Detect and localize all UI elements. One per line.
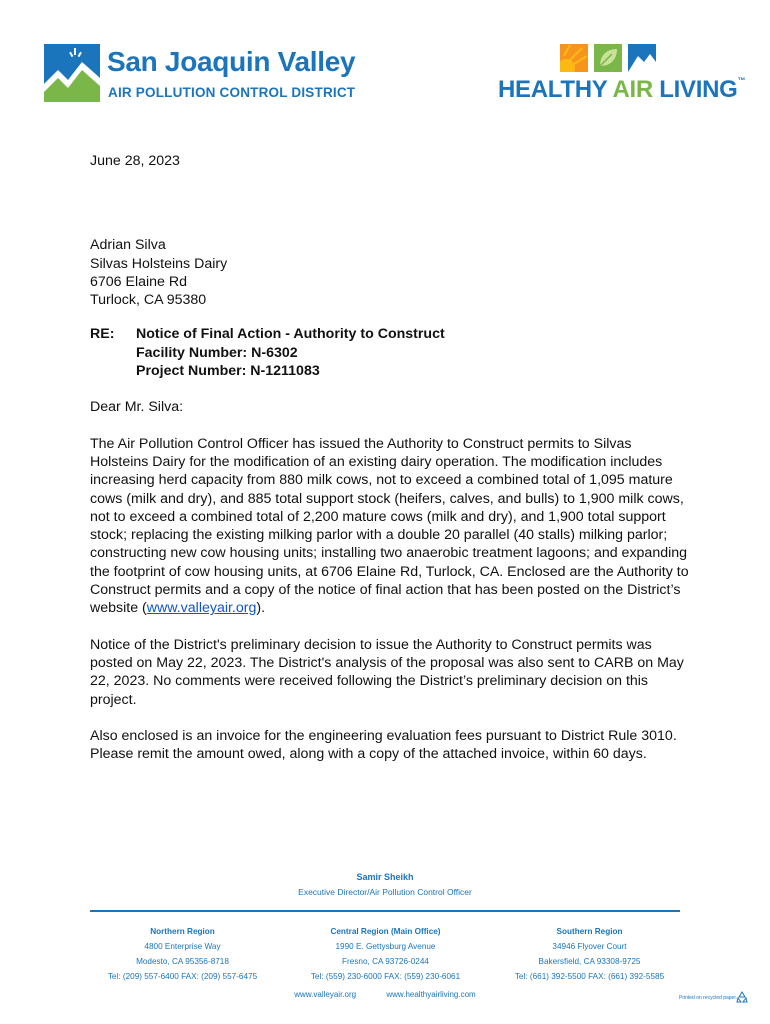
hal-icon-squares [560, 44, 660, 74]
region-city: Modesto, CA 95356-8718 [136, 957, 229, 966]
region-street: 34946 Flyover Court [552, 942, 627, 951]
mountain-icon [628, 44, 656, 72]
paragraph-3: Also enclosed is an invoice for the engineering evaluation fees pursuant to District Rule 3010. Please remit the amount owed, along with a copy of the attached invoice, within 60 days. [90, 727, 677, 763]
address-line: Turlock, CA 95380 [90, 292, 207, 309]
letterhead [0, 0, 770, 120]
district-name: San Joaquin Valley [107, 46, 356, 77]
facility-number: Facility Number: N-6302 [136, 344, 298, 361]
footer-divider [90, 910, 680, 912]
paragraph-1-end: ). [256, 600, 266, 617]
signer-title: Executive Director/Air Pollution Control Officer [298, 887, 472, 897]
region-city: Bakersfield, CA 93308-9725 [538, 957, 641, 966]
southern-region [502, 924, 677, 984]
region-name: Northern Region [150, 927, 215, 936]
hal-word-healthy: HEALTHY [498, 76, 613, 103]
footer-signature [0, 872, 770, 897]
region-name: Central Region (Main Office) [330, 927, 441, 936]
address-line: 6706 Elaine Rd [90, 273, 188, 290]
signer-name: Samir Sheikh [356, 872, 414, 882]
address-line: Adrian Silva [90, 237, 166, 254]
letter-date: June 28, 2023 [90, 153, 180, 169]
website-valleyair[interactable]: www.valleyair.org [294, 990, 357, 999]
salutation: Dear Mr. Silva: [90, 399, 184, 416]
northern-region [95, 924, 270, 984]
region-phone: Tel: (661) 392-5500 FAX: (661) 392-5585 [514, 972, 665, 981]
mountain-logo-icon [44, 44, 100, 102]
hal-word-air: AIR [612, 76, 653, 103]
re-label: RE: [90, 326, 115, 343]
hal-wordmark [498, 76, 745, 104]
district-logo [44, 44, 356, 106]
recycle-icon [736, 991, 748, 1003]
region-city: Fresno, CA 93726-0244 [342, 957, 429, 966]
website-healthyairliving[interactable]: www.healthyairliving.com [386, 990, 476, 999]
project-number: Project Number: N-1211083 [136, 363, 320, 380]
region-street: 1990 E. Gettysburg Avenue [335, 942, 436, 951]
region-name: Southern Region [556, 927, 623, 936]
recycled-paper-note: Printed on recycled paper. [679, 995, 738, 1001]
regional-offices [0, 924, 770, 984]
valleyair-link[interactable]: www.valleyair.org [146, 600, 257, 617]
paragraph-1 [90, 435, 690, 618]
address-line: Silvas Holsteins Dairy [90, 255, 228, 272]
sun-icon [560, 44, 588, 72]
hal-word-living: LIVING [652, 76, 738, 103]
district-subtitle: AIR POLLUTION CONTROL DISTRICT [108, 85, 356, 100]
paragraph-1-text: The Air Pollution Control Officer has issued the Authority to Construct permits to Silvas Holsteins Dairy for the modification of an existing dairy operation. The modification includes increasing herd capacity from 880 milk cows, not to exceed a combined total of 1,095 mature cows (milk and dry), and 885 total support stock (heifers, calves, and bulls) to 1,900 milk cows, not to exceed a combined total of 2,200 mature cows (milk and dry), and 1,900 total support stock; replacing the existing milking parlor with a double 20 parallel (40 stalls) milking parlor; constructing new cow housing units; installing two anaerobic treatment lagoons; and expanding the footprint of cow housing units, at 6706 Elaine Rd, Turlock, CA. Enclosed are the Authority to Construct permits and a copy of the notice of final action that has been posted on the District’s website ( [90, 435, 689, 617]
region-phone: Tel: (559) 230-6000 FAX: (559) 230-6061 [310, 972, 461, 981]
region-street: 4800 Enterprise Way [144, 942, 221, 951]
subject-lines [136, 325, 445, 380]
paragraph-2: Notice of the District's preliminary decision to issue the Authority to Construct permits was posted on May 22, 2023. The District's analysis of the proposal was also sent to CARB on May 22, 2023. No comments were received following the District’s preliminary decision on this project. [90, 636, 684, 708]
letter-body [90, 152, 690, 781]
region-phone: Tel: (209) 557-6400 FAX: (209) 557-6475 [107, 972, 258, 981]
central-region [298, 924, 473, 984]
hal-trademark: ™ [737, 76, 746, 85]
healthy-air-living-logo [496, 44, 746, 104]
subject-line: Notice of Final Action - Authority to Construct [136, 326, 445, 343]
recipient-address [90, 236, 690, 309]
footer-websites [0, 990, 770, 999]
subject-block [90, 325, 690, 380]
leaf-icon [594, 44, 622, 72]
